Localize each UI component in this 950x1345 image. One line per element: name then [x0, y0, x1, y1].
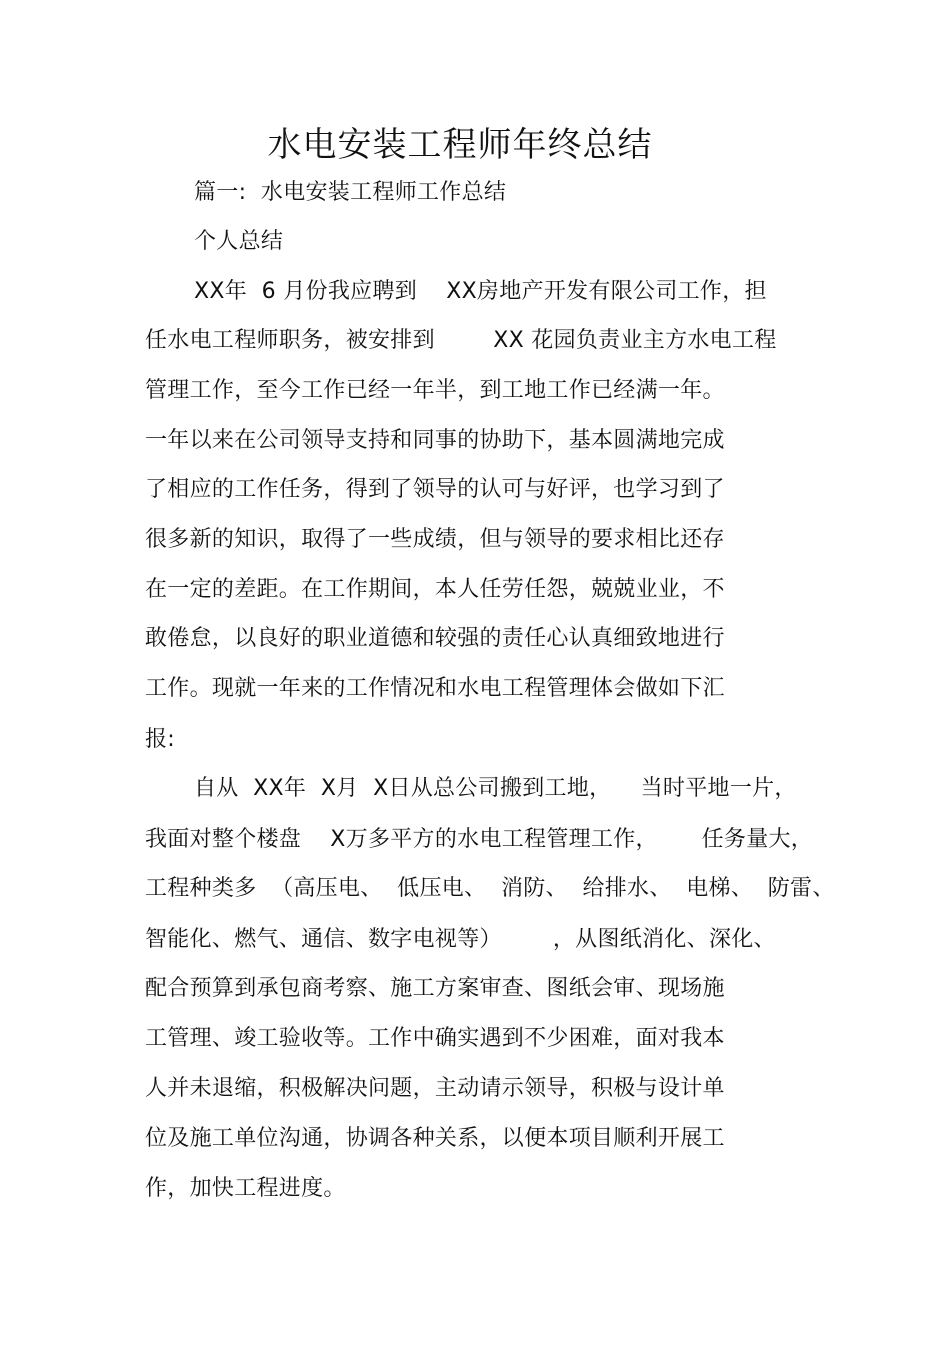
paragraph-line: 了相应的工作任务，得到了领导的认可与好评，也学习到了 — [145, 477, 725, 502]
paragraph-line: 工管理、竣工验收等。工作中确实遇到不少困难，面对我本 — [145, 1026, 725, 1051]
paragraph-line: 位及施工单位沟通，协调各种关系，以便本项目顺利开展工 — [145, 1126, 725, 1151]
paragraph-line: 任水电工程师职务，被安排到 XX 花园负责业主方水电工程 — [145, 328, 777, 353]
paragraph-line: 很多新的知识，取得了一些成绩，但与领导的要求相比还存 — [145, 527, 725, 552]
paragraph-line: 智能化、燃气、通信、数字电视等） ，从图纸消化、深化、 — [145, 927, 776, 952]
paragraph-line: 在一定的差距。在工作期间，本人任劳任怨，兢兢业业，不 — [145, 577, 725, 602]
paragraph-line: XX年 6 月份我应聘到 XX房地产开发有限公司工作，担 — [194, 279, 767, 304]
document-title: 水电安装工程师年终总结 — [267, 125, 653, 165]
paragraph-line: 自从 XX年 X月 X日从总公司搬到工地， 当时平地一片， — [194, 776, 797, 801]
paragraph-line: 一年以来在公司领导支持和同事的协助下，基本圆满地完成 — [145, 428, 725, 453]
paragraph-line: 工作。现就一年来的工作情况和水电工程管理体会做如下汇 — [145, 676, 725, 701]
section-heading: 个人总结 — [194, 229, 284, 254]
paragraph-line: 我面对整个楼盘 X万多平方的水电工程管理工作， 任务量大， — [145, 827, 814, 852]
paragraph-line: 报: — [145, 727, 176, 752]
paragraph-line: 配合预算到承包商考察、施工方案审查、图纸会审、现场施 — [145, 976, 725, 1001]
chapter-subtitle: 篇一: 水电安装工程师工作总结 — [194, 180, 507, 205]
paragraph-line: 敢倦怠，以良好的职业道德和较强的责任心认真细致地进行 — [145, 626, 725, 651]
paragraph-line: 管理工作，至今工作已经一年半，到工地工作已经满一年。 — [145, 378, 725, 403]
paragraph-line: 工程种类多 （高压电、 低压电、 消防、 给排水、 电梯、 防雷、 — [145, 876, 835, 901]
paragraph-line: 人并未退缩，积极解决问题，主动请示领导，积极与设计单 — [145, 1076, 725, 1101]
paragraph-line: 作，加快工程进度。 — [145, 1176, 346, 1201]
